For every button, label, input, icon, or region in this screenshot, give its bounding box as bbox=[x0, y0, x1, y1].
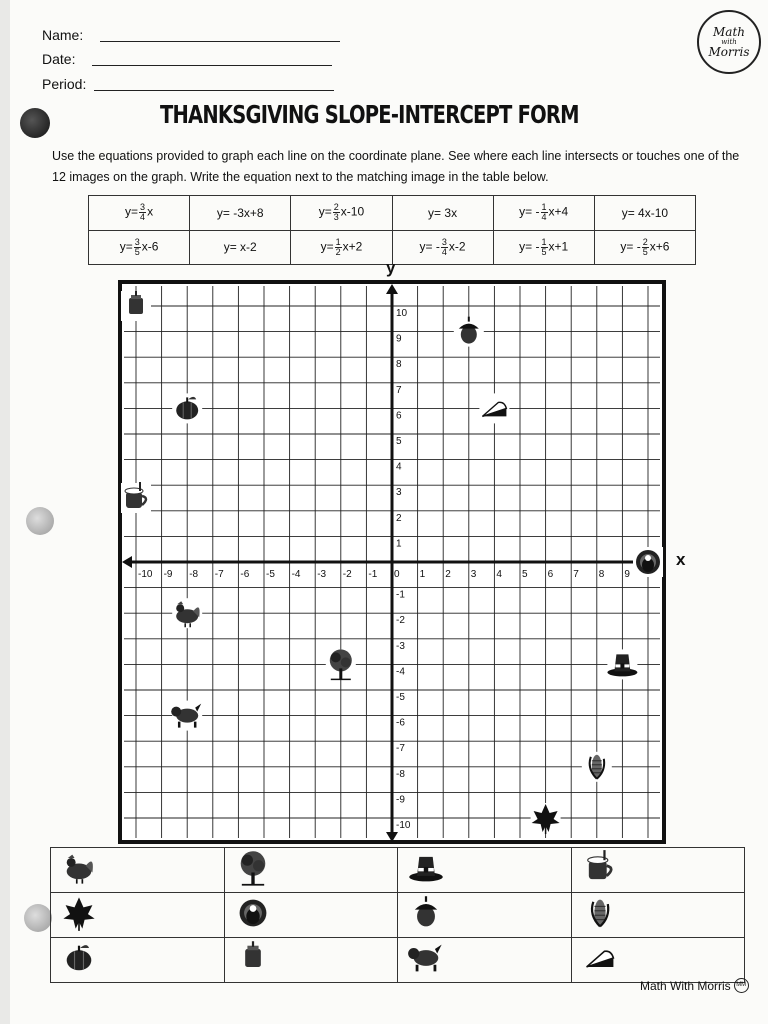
pilgrim-hat-icon bbox=[607, 649, 637, 679]
date-field[interactable] bbox=[92, 65, 332, 66]
x-tick-label: 4 bbox=[496, 569, 502, 580]
acorn-icon bbox=[406, 894, 446, 932]
x-tick-label: 9 bbox=[624, 569, 630, 580]
dog-icon bbox=[406, 939, 446, 977]
period-line bbox=[42, 76, 86, 92]
x-tick-label: 7 bbox=[573, 569, 579, 580]
answer-cell[interactable] bbox=[224, 848, 398, 893]
equation-cell: y= x-2 bbox=[190, 230, 291, 265]
answer-row bbox=[51, 938, 745, 983]
x-tick-label: -5 bbox=[266, 569, 275, 580]
y-tick-label: 5 bbox=[396, 436, 402, 447]
x-tick-label: -2 bbox=[342, 569, 352, 580]
x-tick-label: -6 bbox=[240, 569, 250, 580]
answer-cell[interactable] bbox=[224, 938, 398, 983]
y-tick-label: 3 bbox=[396, 487, 402, 499]
fraction: $\frac{2}{3}$ bbox=[333, 202, 339, 223]
x-axis-label: x bbox=[676, 550, 686, 569]
y-tick-label: 6 bbox=[396, 410, 402, 422]
punch-hole bbox=[20, 108, 50, 138]
acorn-icon bbox=[454, 317, 484, 347]
answer-cell[interactable] bbox=[571, 893, 745, 938]
fraction: $\frac{1}{2}$ bbox=[335, 236, 341, 257]
x-tick-label: 8 bbox=[598, 569, 605, 580]
x-tick-label: 6 bbox=[547, 569, 554, 580]
fraction: $\frac{3}{4}$ bbox=[140, 202, 146, 223]
coordinate-plane bbox=[116, 278, 668, 846]
x-tick-label: 2 bbox=[445, 569, 451, 580]
fraction: $\frac{3}{4}$ bbox=[441, 236, 447, 257]
answer-cell[interactable] bbox=[51, 938, 225, 983]
mug-icon bbox=[580, 849, 620, 887]
name-line bbox=[42, 27, 83, 43]
equation-cell: y= - $\frac{3}{4}$ x-2 bbox=[392, 230, 493, 265]
y-tick-label: 7 bbox=[396, 384, 402, 396]
corn-icon bbox=[580, 894, 620, 932]
turkey-icon bbox=[233, 894, 273, 932]
x-tick-label: -1 bbox=[368, 569, 378, 580]
y-tick-label: -5 bbox=[396, 692, 405, 703]
footer-logo: MM bbox=[734, 978, 749, 993]
answer-cell[interactable] bbox=[51, 848, 225, 893]
answer-cell[interactable] bbox=[398, 893, 572, 938]
pumpkin-icon bbox=[59, 939, 99, 977]
math-with-morris-logo: Math with Morris bbox=[697, 10, 761, 74]
punch-hole bbox=[26, 507, 54, 535]
date-label: Date: bbox=[42, 51, 76, 67]
date-line bbox=[42, 51, 75, 67]
period-label: Period: bbox=[42, 76, 87, 92]
x-tick-label: -4 bbox=[291, 569, 301, 580]
equation-cell: y= - $\frac{1}{5}$ x+1 bbox=[493, 230, 594, 265]
answer-cell[interactable] bbox=[224, 893, 398, 938]
answer-cell[interactable] bbox=[51, 893, 225, 938]
tree-icon bbox=[233, 849, 273, 887]
pie-icon bbox=[580, 939, 620, 977]
equation-table bbox=[88, 195, 696, 265]
y-tick-label: -9 bbox=[396, 794, 405, 806]
y-tick-label: -7 bbox=[396, 743, 405, 755]
footer-text: Math With Morris bbox=[640, 978, 731, 993]
mug-icon bbox=[121, 482, 151, 513]
fraction: $\frac{1}{4}$ bbox=[541, 202, 547, 223]
y-tick-label: 1 bbox=[396, 538, 402, 550]
jar-icon bbox=[121, 291, 151, 321]
answer-cell[interactable] bbox=[571, 938, 745, 983]
punch-hole bbox=[24, 904, 52, 932]
equation-cell: y= - $\frac{1}{4}$ x+4 bbox=[493, 196, 594, 231]
y-tick-label: -3 bbox=[396, 640, 405, 652]
x-tick-label: 1 bbox=[419, 569, 426, 580]
y-tick-label: 10 bbox=[396, 308, 408, 319]
answer-cell[interactable] bbox=[398, 938, 572, 983]
y-tick-label: -8 bbox=[396, 768, 405, 780]
y-tick-label: -6 bbox=[396, 717, 405, 729]
x-tick-label: -7 bbox=[214, 569, 224, 580]
dog-icon bbox=[171, 701, 202, 731]
jar-icon bbox=[233, 939, 273, 977]
pie-icon bbox=[479, 393, 509, 423]
leaf-icon bbox=[59, 894, 99, 932]
period-field[interactable] bbox=[94, 90, 334, 91]
answer-cell[interactable] bbox=[571, 848, 745, 893]
y-tick-label: -4 bbox=[396, 666, 405, 678]
fraction: $\frac{1}{5}$ bbox=[541, 236, 547, 257]
answer-cell[interactable] bbox=[398, 848, 572, 893]
x-tick-label: -10 bbox=[138, 569, 153, 580]
instructions: Use the equations provided to graph each line on the coordinate plane. See where each line intersects or touches one of the 12 images on the graph. Write the equation next to the matching image in the table below. bbox=[52, 149, 740, 184]
y-tick-label: -2 bbox=[396, 615, 405, 627]
footer bbox=[640, 978, 749, 993]
x-tick-label: 3 bbox=[470, 569, 477, 580]
answer-row bbox=[51, 893, 745, 938]
equation-cell: y= $\frac{1}{2}$ x+2 bbox=[291, 230, 392, 265]
equation-cell: y= $\frac{3}{5}$ x-6 bbox=[89, 230, 190, 265]
equation-cell: y= 4x-10 bbox=[594, 196, 695, 231]
equation-cell: y= - $\frac{2}{5}$ x+6 bbox=[594, 230, 695, 265]
tree-icon bbox=[326, 649, 356, 679]
equation-cell: y= 3x bbox=[392, 196, 493, 231]
name-label: Name: bbox=[42, 27, 84, 43]
equation-cell: y= $\frac{3}{4}$ x bbox=[89, 196, 190, 231]
pumpkin-icon bbox=[172, 393, 202, 423]
x-tick-label: -8 bbox=[189, 569, 199, 580]
y-tick-label: 9 bbox=[396, 333, 402, 345]
answer-table bbox=[50, 847, 745, 983]
equation-cell: y= -3x+8 bbox=[190, 196, 291, 231]
equation-cell: y= $\frac{2}{3}$ x-10 bbox=[291, 196, 392, 231]
y-tick-label: -1 bbox=[396, 589, 405, 601]
x-tick-label: 5 bbox=[522, 569, 528, 580]
pilgrim-hat-icon bbox=[406, 849, 446, 887]
rooster-icon bbox=[59, 849, 99, 887]
y-tick-label: 2 bbox=[396, 512, 402, 524]
x-tick-label: -3 bbox=[317, 569, 327, 580]
x-tick-label: -9 bbox=[163, 569, 173, 580]
page-title: THANKSGIVING SLOPE-INTERCEPT FORM bbox=[160, 100, 579, 129]
corn-icon bbox=[582, 752, 612, 782]
fraction: $\frac{3}{5}$ bbox=[134, 236, 140, 257]
y-tick-label: 8 bbox=[396, 359, 402, 371]
x-tick-label: 0 bbox=[394, 569, 400, 580]
name-field[interactable] bbox=[100, 41, 340, 42]
rooster-icon bbox=[172, 598, 202, 628]
turkey-icon bbox=[633, 547, 663, 577]
fraction: $\frac{2}{5}$ bbox=[642, 236, 648, 257]
y-axis-label: y bbox=[386, 258, 396, 277]
answer-row bbox=[51, 848, 745, 893]
leaf-icon bbox=[531, 803, 561, 834]
y-tick-label: -10 bbox=[396, 820, 411, 831]
y-tick-label: 4 bbox=[396, 461, 402, 473]
